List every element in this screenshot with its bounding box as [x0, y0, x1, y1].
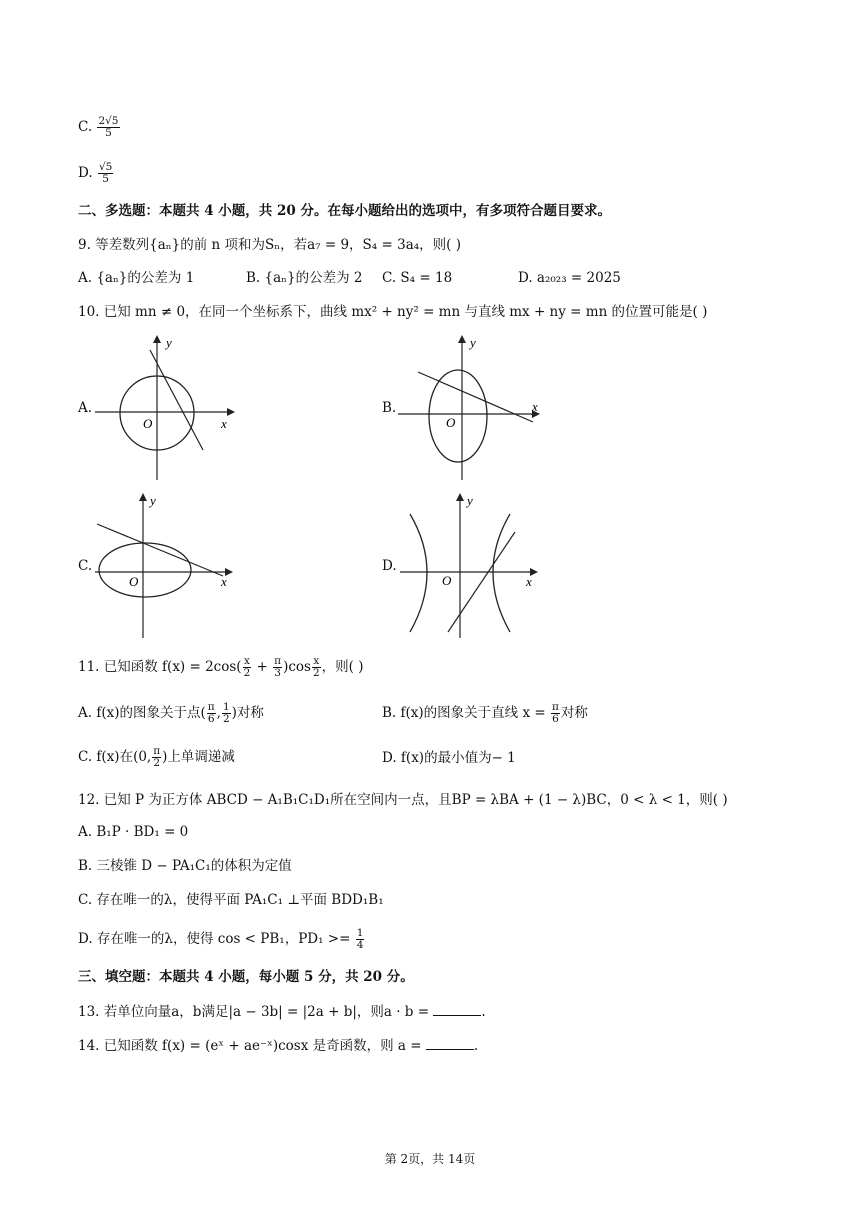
q11-option-a: A. f(x)的图象关于点( $\frac{\pi}{6}$ , $\frac{1}{2}$ )对称 [78, 701, 264, 725]
fraction: $\frac{√5}{5}$ [98, 161, 113, 185]
q9-option-a: A. {aₙ}的公差为 1 [78, 270, 195, 286]
q14: 14. 已知函数 f(x) = (eˣ + ae⁻ˣ)cosx 是奇函数，则 a = . [78, 1038, 479, 1054]
q11-stem: 11. 已知函数 f(x) = 2cos( $\frac{x}{2}$ + $\frac{\pi}{3}$ )cos $\frac{x}{2}$ ，则( ) [78, 655, 364, 679]
q12-option-d: D. 存在唯一的λ，使得 cos < PB₁，PD₁ >= $\frac{1}{4}$ [78, 927, 364, 951]
y-axis-label: y [467, 493, 473, 508]
q10-figure-c [95, 490, 245, 640]
page-footer: 第 2页，共 14页 [384, 1152, 476, 1166]
q10-label-c: C. [78, 558, 93, 574]
x-axis-label: x [526, 574, 532, 589]
q10-figure-d [400, 490, 550, 640]
q11-option-d: D. f(x)的最小值为− 1 [382, 750, 516, 766]
x-axis-label: x [221, 416, 227, 431]
q10-label-d: D. [382, 558, 397, 574]
q10-label-a: A. [78, 400, 93, 416]
q8-option-c: C. $\frac{2√5}{5}$ [78, 115, 119, 139]
q12-option-b: B. 三棱锥 D − PA₁C₁的体积为定值 [78, 858, 292, 874]
q8-option-d: D. $\frac{√5}{5}$ [78, 161, 113, 185]
q12-option-a: A. B₁P · BD₁ = 0 [78, 824, 189, 840]
q9-option-c: C. S₄ = 18 [382, 270, 453, 286]
q10-label-b: B. [382, 400, 397, 416]
fraction: $\frac{2√5}{5}$ [98, 115, 119, 139]
section-3-title: 三、填空题：本题共 4 小题，每小题 5 分，共 20 分。 [78, 969, 414, 985]
origin-label: O [442, 573, 452, 588]
q11-option-c: C. f(x)在(0, $\frac{\pi}{2}$ )上单调递减 [78, 745, 235, 769]
answer-blank[interactable] [433, 1003, 481, 1016]
origin-label: O [143, 416, 153, 431]
x-axis-label: x [221, 574, 227, 589]
y-axis-label: y [166, 335, 172, 350]
x-axis-label: x [532, 399, 538, 414]
q10-stem: 10. 已知 mn ≠ 0，在同一个坐标系下，曲线 mx² + ny² = mn 与直线 mx + ny = mn 的位置可能是( ) [78, 304, 708, 320]
q12-stem: 12. 已知 P 为正方体 ABCD − A₁B₁C₁D₁所在空间内一点，且BP = λBA + (1 − λ)BC，0 < λ < 1，则( ) [78, 792, 728, 808]
q10-figure-a [95, 332, 245, 482]
q9-stem: 9. 等差数列{aₙ}的前 n 项和为Sₙ，若a₇ = 9，S₄ = 3a₄，则( ) [78, 237, 461, 253]
answer-blank[interactable] [426, 1037, 474, 1050]
q9-option-b: B. {aₙ}的公差为 2 [246, 270, 363, 286]
q13: 13. 若单位向量a，b满足|a − 3b| = |2a + b|，则a · b = . [78, 1004, 486, 1020]
y-axis-label: y [150, 493, 156, 508]
origin-label: O [446, 415, 456, 430]
q10-figure-b [398, 332, 548, 482]
q9-option-d: D. a₂₀₂₃ = 2025 [518, 270, 621, 286]
q11-option-b: B. f(x)的图象关于直线 x = $\frac{\pi}{6}$ 对称 [382, 701, 588, 725]
section-2-title: 二、多选题：本题共 4 小题，共 20 分。在每小题给出的选项中，有多项符合题目要求。 [78, 203, 611, 219]
q12-option-c: C. 存在唯一的λ，使得平面 PA₁C₁ ⊥平面 BDD₁B₁ [78, 892, 384, 908]
origin-label: O [129, 574, 139, 589]
y-axis-label: y [470, 335, 476, 350]
